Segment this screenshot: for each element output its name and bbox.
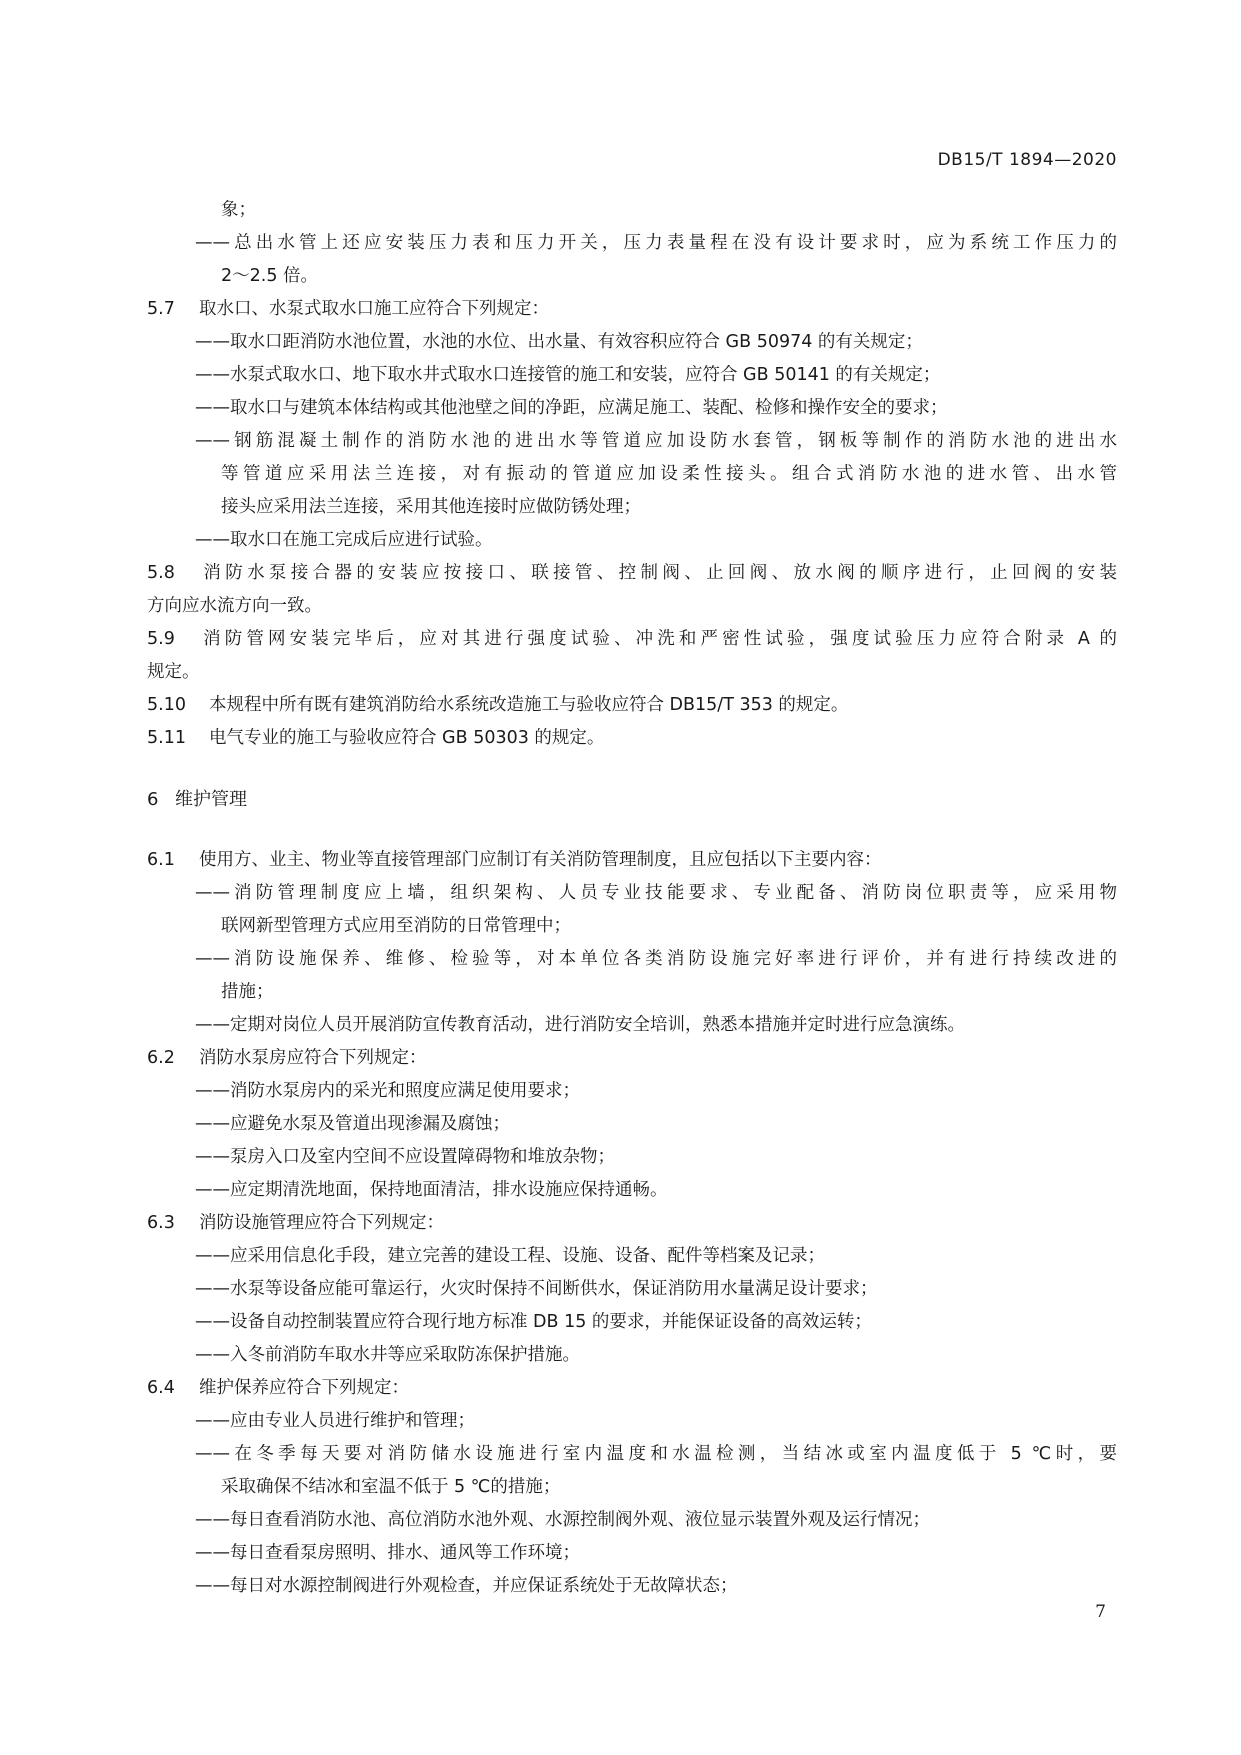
text-line: 等管道应采用法兰连接，对有振动的管道应加设柔性接头。组合式消防水池的进水管、出水管 (221, 464, 1117, 484)
list-item: ——在冬季每天要对消防储水设施进行室内温度和水温检测，当结冰或室内温度低于 5 ℃时，要 (195, 1444, 1117, 1464)
list-item: ——水泵等设备应能可靠运行，火灾时保持不间断供水，保证消防用水量满足设计要求； (195, 1279, 878, 1299)
text-line: 措施； (221, 982, 274, 1002)
list-item: ——钢筋混凝土制作的消防水池的进出水等管道应加设防水套管，钢板等制作的消防水池的进出水 (195, 431, 1117, 451)
clause-text: 使用方、业主、物业等直接管理部门应制订有关消防管理制度，且应包括以下主要内容： (199, 850, 882, 870)
clause-number: 5.10 (147, 695, 186, 715)
text-line: 接头应采用法兰连接，采用其他连接时应做防锈处理； (221, 497, 641, 517)
clause-text: 本规程中所有既有建筑消防给水系统改造施工与验收应符合 DB15/T 353 的规定。 (209, 695, 849, 715)
text-line: 采取确保不结冰和室温不低于 5 ℃的措施； (221, 1477, 561, 1497)
clause-number: 6.1 (147, 850, 175, 870)
text-line: 联网新型管理方式应用至消防的日常管理中； (221, 916, 571, 936)
clause-5-9 (147, 623, 1117, 656)
clause-text: 取水口、水泵式取水口施工应符合下列规定： (199, 299, 549, 319)
clause-5-10 (147, 689, 1117, 722)
list-item: ——取水口距消防水池位置，水池的水位、出水量、有效容积应符合 GB 50974 的有关规定； (195, 332, 923, 352)
list-item: ——应采用信息化手段，建立完善的建设工程、设施、设备、配件等档案及记录； (195, 1246, 825, 1266)
clause-5-8 (147, 557, 1117, 590)
clause-number: 6.2 (147, 1048, 175, 1068)
list-item: ——取水口在施工完成后应进行试验。 (195, 530, 493, 550)
clause-6-4 (147, 1372, 1117, 1405)
list-item: ——每日查看消防水池、高位消防水池外观、水源控制阀外观、液位显示装置外观及运行情况； (195, 1510, 930, 1530)
list-item: ——定期对岗位人员开展消防宣传教育活动，进行消防安全培训，熟悉本措施并定时进行应急演练。 (195, 1015, 965, 1035)
list-item: ——应由专业人员进行维护和管理； (195, 1411, 475, 1431)
clause-5-11 (147, 722, 1117, 755)
page-number: 7 (1095, 1602, 1106, 1622)
list-item: ——取水口与建筑本体结构或其他池壁之间的净距，应满足施工、装配、检修和操作安全的要求； (195, 398, 948, 418)
heading-text: 维护管理 (175, 789, 247, 810)
list-item: ——消防设施保养、维修、检验等，对本单位各类消防设施完好率进行评价，并有进行持续改进的 (195, 949, 1117, 969)
clause-text: 消防水泵房应符合下列规定： (199, 1048, 427, 1068)
text-line: 2～2.5 倍。 (221, 266, 319, 286)
clause-5-7 (147, 293, 1117, 326)
text-line: 规定。 (147, 662, 200, 682)
clause-text: 维护保养应符合下列规定： (199, 1378, 409, 1398)
clause-number: 6.4 (147, 1378, 175, 1398)
clause-text: 消防设施管理应符合下列规定： (199, 1213, 444, 1233)
clause-number: 5.8 (147, 563, 175, 583)
text-line: 方向应水流方向一致。 (147, 596, 322, 616)
list-item: ——应避免水泵及管道出现渗漏及腐蚀； (195, 1114, 510, 1134)
body-text (147, 194, 1117, 1603)
list-item: ——消防水泵房内的采光和照度应满足使用要求； (195, 1081, 580, 1101)
list-item: ——每日对水源控制阀进行外观检查，并应保证系统处于无故障状态； (195, 1576, 738, 1596)
clause-number: 5.9 (147, 629, 175, 649)
clause-text: 消防水泵接合器的安装应按接口、联接管、控制阀、止回阀、放水阀的顺序进行，止回阀的安装 (199, 563, 1117, 583)
list-item: ——应定期清洗地面，保持地面清洁，排水设施应保持通畅。 (195, 1180, 668, 1200)
clause-number: 5.11 (147, 728, 186, 748)
clause-number: 6.3 (147, 1213, 175, 1233)
clause-number: 5.7 (147, 299, 175, 319)
list-item: ——设备自动控制装置应符合现行地方标准 DB 15 的要求，并能保证设备的高效运转； (195, 1312, 872, 1332)
document-code: DB15/T 1894—2020 (937, 150, 1117, 170)
list-item: ——消防管理制度应上墙，组织架构、人员专业技能要求、专业配备、消防岗位职责等，应采用物 (195, 883, 1117, 903)
heading-number: 6 (147, 789, 159, 810)
list-item: ——每日查看泵房照明、排水、通风等工作环境； (195, 1543, 580, 1563)
clause-6-1 (147, 844, 1117, 877)
clause-text: 电气专业的施工与验收应符合 GB 50303 的规定。 (209, 728, 605, 748)
section-heading-6 (147, 783, 1117, 816)
clause-6-3 (147, 1207, 1117, 1240)
clause-6-2 (147, 1042, 1117, 1075)
list-item: ——总出水管上还应安装压力表和压力开关，压力表量程在没有设计要求时，应为系统工作压力的 (195, 233, 1117, 253)
text-line: 象； (221, 200, 256, 220)
list-item: ——入冬前消防车取水井等应采取防冻保护措施。 (195, 1345, 580, 1365)
list-item: ——水泵式取水口、地下取水井式取水口连接管的施工和安装，应符合 GB 50141 的有关规定； (195, 365, 941, 385)
clause-text: 消防管网安装完毕后，应对其进行强度试验、冲洗和严密性试验，强度试验压力应符合附录 A 的 (199, 629, 1117, 649)
list-item: ——泵房入口及室内空间不应设置障碍物和堆放杂物； (195, 1147, 615, 1167)
